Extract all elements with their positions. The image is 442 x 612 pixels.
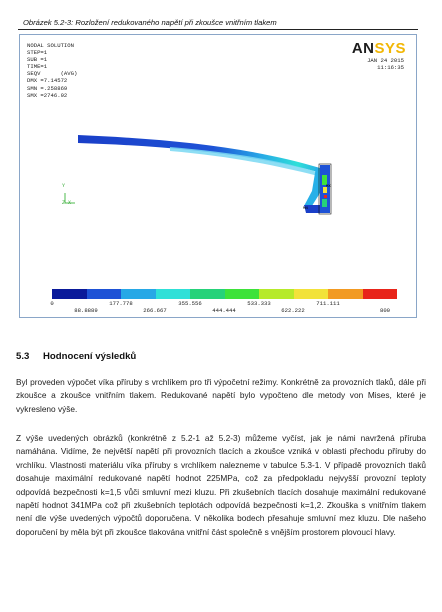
legend-label: 533.333 (247, 300, 271, 307)
caption-divider (18, 29, 418, 30)
info-line: SMX =2746.92 (27, 91, 68, 99)
legend-swatch (121, 289, 156, 299)
result-time: 11:16:35 (377, 64, 404, 71)
legend-swatch (87, 289, 122, 299)
legend-swatch (52, 289, 87, 299)
flange-hot-spot (324, 195, 327, 198)
legend-label: 266.667 (143, 307, 167, 314)
legend-label: 800 (379, 307, 391, 314)
max-marker: MX (326, 185, 331, 189)
coordinate-triad (62, 183, 71, 206)
info-line: DMX =7.14572 (27, 77, 68, 85)
section-title: Hodnocení výsledků (43, 351, 137, 362)
legend-swatch (225, 289, 260, 299)
legend-label: 622.222 (281, 307, 305, 314)
legend-swatch (259, 289, 294, 299)
info-line: SUB =1 (27, 56, 48, 64)
result-date: JAN 24 2015 (367, 57, 404, 64)
legend-label: 177.778 (109, 300, 133, 307)
info-line: SMN =.258869 (27, 84, 68, 92)
paragraph: Byl proveden výpočet víka příruby s vrchlíkem pro tři výpočetní režimy. Konkrétně za provozních tlaků, dále při zkoušce a zkoušce vnitřním tlakem. Redukované napětí bylo vypočteno dle metody von Mises, které je vykresleno výše. (16, 377, 426, 414)
figure-caption: Obrázek 5.2-3: Rozložení redukovaného napětí při zkoušce vnitřním tlakem (23, 18, 277, 27)
flange-ring-stress (322, 199, 327, 207)
legend-label: 355.556 (178, 300, 202, 307)
stress-color-legend (52, 289, 397, 299)
flange-ring-stress (322, 175, 327, 185)
section-number: 5.3 (16, 351, 30, 362)
stress-model-plot (20, 35, 416, 285)
section-heading (16, 351, 136, 362)
paragraph: Z výše uvedených obrázků (konkrétně z 5.2-1 až 5.2-3) můžeme vyčíst, jak je námi navržená příruba namáhána. Vidíme, že největší napětí při provozních tlacích a zkoušce vzniká v oblasti přechodu příruby do vrchlíku. Vlastnosti materiálu víka příruby s vrchlíkem nalezneme v tabulce 5.3-1. V případě provozních tlaků dosahuje maximální redukované napětí hodnot 225MPa, což za předpokladu nejvyšší provozní teploty odpovídá bezpečnosti k=1,5 vůči smluvní mezi kluzu. Při zkušebních tlacích dosahuje maximální redukované napětí hodnot 341MPa což při zkušebních teplotách odpovídá bezpečnosti k=1,2. Zkouška s vnitřním tlakem není dle výše uvedených výpočtů doporučena. V několika bodech přesahuje smluvní mez kluzu. Dle našeho doporučení by měla být při zkoušce tlakována vnitřní část společně s vnějším prostorem plovoucí hlavy. (16, 433, 426, 537)
legend-swatch (156, 289, 191, 299)
legend-swatch (328, 289, 363, 299)
triad-y-label: Y (62, 183, 66, 189)
legend-swatch (294, 289, 329, 299)
legend-swatch (363, 289, 398, 299)
info-line: TIME=1 (27, 63, 48, 71)
legend-label: 0 (50, 300, 54, 307)
legend-label: 711.111 (316, 300, 340, 307)
logo-sys: SYS (374, 40, 406, 57)
ansys-result-figure (19, 34, 417, 318)
logo-an: AN (351, 40, 375, 57)
triad-xz-label: Z X (62, 200, 72, 206)
legend-label: 88.8889 (74, 307, 98, 314)
info-line: STEP=1 (27, 49, 48, 57)
info-line: NODAL SOLUTION (27, 42, 74, 49)
min-marker: MN (303, 207, 308, 211)
legend-swatch (190, 289, 225, 299)
legend-label: 444.444 (212, 307, 236, 314)
info-line: SEQV (AVG) (27, 70, 78, 78)
